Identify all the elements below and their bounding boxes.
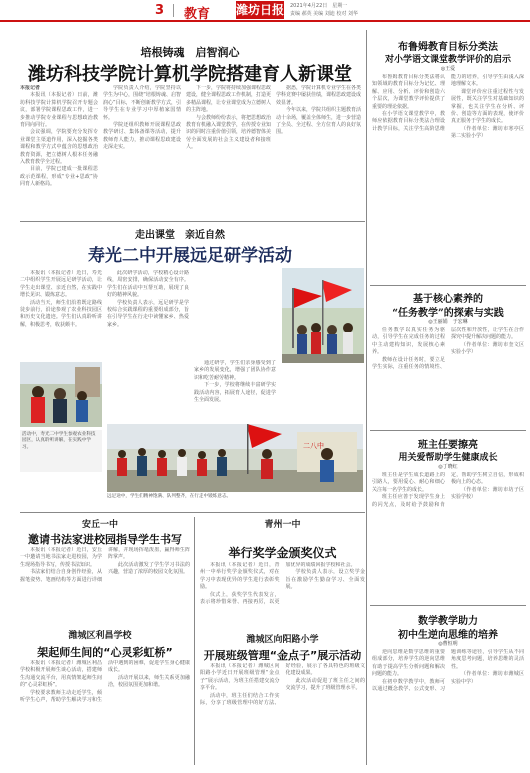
br-text1-p3: 学校负责人表示，设立奖学金旨在激励学生勤奋学习、全面发展。: [285, 569, 365, 591]
divider: [20, 221, 365, 222]
lead-col2-p2: 学院还组织教师开展课程思政教学研讨、集体备课等活动，提升教师育人能力，推动课程思政建设走深走实。: [103, 122, 181, 151]
br-dept-2: 潍城区向阳路小学: [246, 635, 319, 645]
r-a3-p1: 班主任是学生成长道路上的引路人，要用爱心、耐心和细心关注每一名学生的成长。: [372, 472, 445, 493]
bl-text1-p1: 本报讯（本报记者）近日，安丘一中邀请当地书法家走进校园，为学生现场指导书写，传授书法知识。: [20, 547, 102, 568]
study-photo-main: [107, 424, 363, 492]
issue-date: 2021年4月22日 星期一: [290, 3, 348, 9]
study-photo-top: [282, 268, 364, 363]
r-a2-p3: （作者单位：潍坊市奎文区实验小学）: [451, 341, 524, 356]
march-photo: [107, 424, 363, 492]
r-a1-title-2: 对小学语文课堂教学评价的启示: [384, 55, 511, 65]
lead-col4-p1: 据悉，学院计算机专业学生在各类学科竞赛中屡获佳绩，课程思政建设成效显著。: [276, 85, 361, 106]
students-photo: [20, 362, 102, 427]
r-a1-p4: （作者单位：潍坊市寒亭区第二实验小学）: [451, 125, 524, 140]
divider: [20, 512, 365, 513]
lead-col-3: [186, 85, 271, 215]
lead-col1-p3: 目前，学院已建成一批课程思政示范课程，形成“专业+思政”协同育人新格局。: [20, 166, 98, 188]
divider: [370, 285, 526, 286]
study-col-2: [107, 270, 189, 360]
r-a3-text: [372, 472, 524, 602]
r-a4-p2: 在初中数学教学中，教师可以通过概念教学、公式变形、习题训练等途径，引导学生从不同角度思考问题，培养思维的灵活性。: [372, 649, 524, 693]
photo-sign-text: 二八中: [303, 442, 324, 450]
editor-credits: 责编 郝英 美编 刘迪 校对 刘华: [290, 11, 358, 17]
lead-title: 潍坊科技学院计算机学院搭建育人新课堂: [28, 64, 352, 85]
br-text2-p3: 此次活动促进了班主任之间的交流学习，提升了班级管理水平。: [285, 677, 365, 692]
r-a3-p3: （作者单位：潍坊市坊子区实验学校）: [451, 486, 524, 501]
bl-text1-p3: 此次活动激发了学生学习书法的兴趣，营造了浓厚的校园文化氛围。: [108, 561, 190, 576]
bl-dept-2: 潍城区利昌学校: [68, 631, 132, 641]
flag-photo: [282, 268, 364, 363]
lead-col-4: [276, 85, 361, 215]
divider: [194, 517, 195, 765]
r-a1-p2: 在小学语文课堂教学中，教师应依据教育目标分类法合理设计教学目标，关注学生高阶思维能力的培养，引导学生由浅入深地理解文本。: [372, 74, 524, 132]
header-meta: [290, 2, 358, 18]
r-a4-title-1: 数学教学助力: [418, 616, 478, 627]
study-photo-left: [20, 362, 102, 427]
study-col1-p2: 活动当天，师生们沿着既定路线徒步前行，沿途参观了农业科技园区和历史文化遗迹。学生们认真聆听讲解，积极思考，收获颇丰。: [20, 299, 102, 328]
br-text2-p1: 本报讯（本报记者）潍城区向阳路小学近日开展班级管理“金点子”展示活动，为班主任搭建交流分享平台。: [200, 663, 280, 692]
bl-dept-1: 安丘一中: [81, 520, 118, 530]
bl-text2-p3: 活动开展以来，师生关系更加融洽，校园氛围更加和谐。: [108, 674, 190, 689]
study-title: 寿光二中开展远足研学活动: [88, 246, 292, 266]
r-a2-p2: 教师在设计任务时，要立足学生实际，注重任务的情境性、层次性和开放性，让学生在合作探究中提升解决问题的能力。: [372, 327, 524, 371]
section-name: 教育: [184, 7, 211, 22]
r-a4-text: [372, 649, 524, 765]
r-a2-text: [372, 327, 524, 427]
page-header: [0, 0, 530, 22]
r-a4-byline: ◎曹恒明: [438, 641, 458, 647]
study-kicker: 走出课堂 亲近自然: [135, 230, 225, 241]
study-col2-p2: 学校负责人表示，远足研学是学校综合实践课程的重要组成部分，旨在引导学生在行走中读懂家乡、热爱家乡。: [107, 299, 189, 328]
study-col-3: [194, 360, 276, 420]
r-a1-text: [372, 74, 524, 282]
column-divider: [366, 30, 367, 765]
study-col1-p1: 本报讯（本报记者）近日，寿光二中组织学生开展远足研学活动，让学生走出课堂、亲近自然，在实践中增长见识、锻炼意志。: [20, 270, 102, 299]
lead-col-2: [103, 85, 181, 215]
r-a2-byline: ◎王丽娟 于宏琳: [428, 319, 468, 325]
r-a4-p3: （作者单位：潍坊市潍城区实验中学）: [451, 671, 524, 685]
bl-title-2: 架起师生间的“心灵彩虹桥”: [37, 646, 173, 659]
br-dept-1: 青州一中: [264, 520, 301, 530]
r-a3-title-1: 班主任要擦亮: [418, 440, 478, 451]
lead-col2-p1: 学院负责人介绍，学院坚持以学生为中心，围绕“培根铸魂、启智润心”目标，不断创新教学方式，引导学生在专业学习中厚植家国情怀。: [103, 85, 181, 121]
r-a3-title-2: 用关爱帮助学生健康成长: [398, 453, 498, 463]
bl-text2-p1: 本报讯（本报记者）潍城区利昌学校积极开展师生谈心活动，搭建师生沟通交流平台，用真情架起师生间的“心灵彩虹桥”。: [20, 660, 102, 689]
r-a1-byline: ◎王爱: [440, 66, 456, 72]
lead-col3-p2: 与会教师纷纷表示，将把思想政治教育有机融入课堂教学，在传授专业知识的同时注重价值引领，培养德智体美劳全面发展的社会主义建设者和接班人。: [186, 114, 271, 151]
newspaper-logo: 潍坊日报: [236, 3, 285, 17]
lead-col3-p1: 下一步，学院将持续加强课程思政建设，健全课程思政工作机制，打造更多精品课程，让专业课堂成为立德树人的主阵地。: [186, 85, 271, 114]
r-a3-byline: ◎丁晓红: [438, 464, 458, 470]
lead-col1-p2: 会议强调，学院要充分发挥专业课堂主渠道作用，深入挖掘各类课程和教学方式中蕴含的思想政治教育资源，把立德树人根本任务融入教育教学全过程。: [20, 129, 98, 166]
study-col3-p2: 下一步，学校将继续丰富研学实践活动内容，拓展育人途径，促进学生全面发展。: [194, 382, 276, 404]
r-a3-p2: 班主任应善于发现学生身上的闪光点，及时给予鼓励和肯定，帮助学生树立自信，形成积极向上的心态。: [372, 472, 524, 508]
r-a1-p3: 课堂评价应注重过程性与发展性，既关注学生对基础知识的掌握，也关注学生在分析、评价、创造等方面的表现，使评价真正服务于学生的成长。: [451, 88, 524, 125]
r-a2-title-2: “任务教学”的探索与实践: [392, 308, 504, 319]
br-text1-p2: 仪式上，获奖学生代表发言，表示将珍惜荣誉、再接再厉，以更加优异的成绩回报学校和社会。: [200, 562, 356, 606]
lead-kicker: 培根铸魂 启智润心: [140, 46, 240, 59]
study-col3-p1: 通过研学，学生们亲身感受到了家乡的发展变化，增强了团队协作意识和吃苦耐劳精神。: [194, 360, 276, 381]
br-text2-p2: 活动中，班主任们结合工作实际，分享了班级管理中的好方法、好经验，展示了各具特色的班级文化建设成果。: [200, 663, 365, 707]
r-a1-title-1: 布鲁姆教育目标分类法: [398, 42, 498, 53]
divider: [370, 430, 526, 431]
r-a4-title-2: 初中生逆向思维的培养: [398, 630, 498, 641]
r-a4-p1: 逆向思维是数学思维的重要组成部分，培养学生的逆向思维有助于提高学生分析问题和解决问题的能力。: [372, 649, 445, 678]
r-a2-p1: 任务教学以真实任务为驱动，引导学生在完成任务的过程中主动建构知识，发展核心素养。: [372, 327, 445, 356]
br-text1-p1: 本报讯（本报记者）近日，青州一中举行奖学金颁奖仪式，对在学习中表现优异的学生进行表彰奖励。: [200, 562, 280, 591]
br-title-2: 开展班级管理“金点子”展示活动: [203, 649, 362, 662]
study-col2-p1: 此次研学活动，学校精心设计路线，周密安排，确保活动安全有序。学生们在活动中互帮互助，展现了良好的精神风貌。: [107, 270, 189, 299]
r-a2-title-1: 基于核心素养的: [413, 294, 483, 305]
study-caption-2: 远足途中，学生们精神饱满、队列整齐，在行走中锻炼意志。: [107, 494, 232, 499]
bl-text2-p2: 学校要求教师主动走近学生，倾听学生心声，帮助学生解决学习和生活中遇到的困难，促进学生身心健康成长。: [20, 660, 190, 704]
divider: [370, 605, 526, 606]
header-divider: [173, 4, 174, 17]
page-number: 3: [155, 3, 165, 18]
r-a1-p1: 布鲁姆教育目标分类法将认知领域的教育目标分为记忆、理解、应用、分析、评价和创造六个层次，为课堂教学评价提供了重要的理论依据。: [372, 74, 445, 110]
br-text-2: [200, 663, 365, 765]
br-title-1: 举行奖学金颁奖仪式: [228, 546, 337, 560]
lead-byline: 本报记者: [20, 85, 41, 91]
br-text-1: [200, 562, 365, 627]
bl-text1-p2: 书法家们结合自身创作经验，从握笔姿势、笔画结构等方面进行详细讲解，并现场挥毫泼墨，赢得师生阵阵掌声。: [20, 547, 190, 583]
lead-col4-p2: 今年以来，学院共组织主题教育活动十余场，覆盖全体师生，进一步营造了全员、全过程、全方位育人的良好氛围。: [276, 107, 361, 136]
lead-col-1: [20, 85, 98, 215]
bl-text-2: [20, 660, 190, 765]
study-caption-1: 活动中，寿光二中学生参观农业科技园区，认真聆听讲解，在实践中学习。: [20, 430, 102, 472]
lead-col1-p1: 本报讯（本报记者）日前，潍坊科技学院计算机学院召开专题会议，部署学院课程思政工作，进一步推动学院专业课程与思想政治教育同向同行。: [20, 92, 98, 129]
bl-title-1: 邀请书法家进校园指导学生书写: [28, 533, 182, 546]
bl-text-1: [20, 547, 190, 621]
